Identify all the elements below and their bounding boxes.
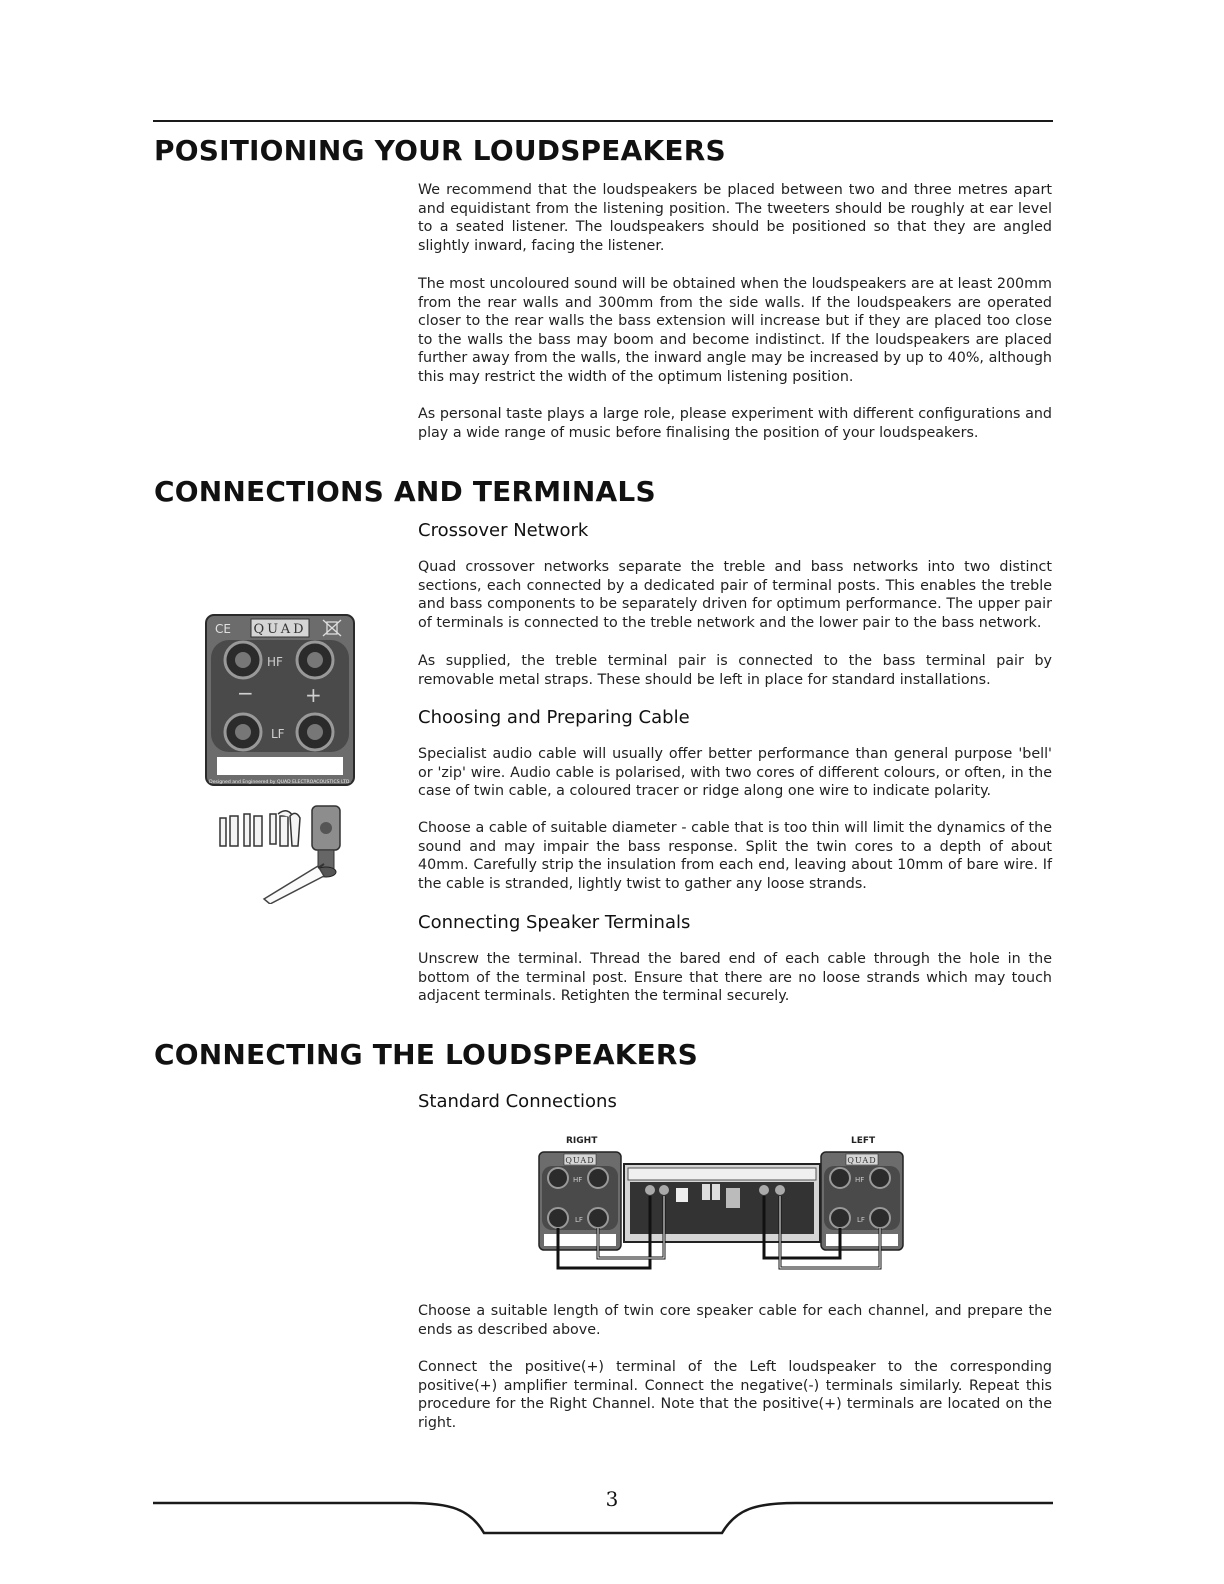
crossover-paragraph: Quad crossover networks separate the treble and bass networks into two distinct sections, each connected by a dedicated pair of terminal posts. This enables the treble and bass components to be separately driven for optimum performance. The upper pair of terminals is connected to the treble network and the lower pair to the bass network. <box>418 559 1052 631</box>
terminals-paragraph: Unscrew the terminal. Thread the bared end of each cable through the hole in the bottom of the terminal post. Ensure that there are no loose strands which may touch adjacent terminals. Retighten the terminal securely. <box>418 951 1052 1005</box>
page-number: 3 <box>605 1487 619 1511</box>
hf-label: HF <box>267 655 283 669</box>
plus-sign: + <box>305 683 322 707</box>
terminal-hf-positive <box>297 642 333 678</box>
section-title-positioning: POSITIONING YOUR LOUDSPEAKERS <box>154 134 726 167</box>
terminal-hf-negative <box>225 642 261 678</box>
terminal-panel-figure <box>205 614 355 786</box>
cable-paragraph: Choose a cable of suitable diameter - cable that is too thin will limit the dynamics of the sound and may impair the bass response. Split the twin cores to a depth of about 40mm. Carefully strip the insulation from each end, leaving about 10mm of bare wire. If the cable is stranded, lightly twist to gather any loose strands. <box>418 820 1052 892</box>
left-speaker-label: LEFT <box>851 1136 876 1146</box>
right-speaker-panel <box>539 1152 621 1250</box>
cable-preparation-figure <box>212 804 372 904</box>
amplifier <box>624 1164 820 1242</box>
terminal-lf-positive <box>297 714 333 750</box>
subheading-cable: Choosing and Preparing Cable <box>418 707 690 728</box>
left-lf-label: LF <box>857 1216 865 1224</box>
crossover-paragraph: As supplied, the treble terminal pair is connected to the bass terminal pair by removable metal straps. These should be left in place for standard installations. <box>418 653 1052 688</box>
top-rule <box>153 120 1053 122</box>
wiring-diagram <box>536 1132 908 1274</box>
right-hf-label: HF <box>573 1176 583 1184</box>
standard-paragraph: Connect the positive(+) terminal of the Left loudspeaker to the corresponding positive(+) amplifier terminal. Connect the negative(-) terminals similarly. Repeat this procedure for the Right Channel. Note that the positive(+) terminals are located on the right. <box>418 1359 1052 1431</box>
brand-logo: QUAD <box>253 622 307 637</box>
section-title-connections: CONNECTIONS AND TERMINALS <box>154 475 656 508</box>
right-speaker-label: RIGHT <box>566 1136 598 1146</box>
ce-mark: CE <box>215 622 231 636</box>
positioning-paragraph: We recommend that the loudspeakers be placed between two and three metres apart and equidistant from the listening position. The tweeters should be roughly at ear level to a seated listener. The loudspeakers should be positioned so that they are angled slightly inward, facing the listener. <box>418 182 1052 254</box>
left-brand: QUAD <box>847 1156 877 1165</box>
right-brand: QUAD <box>565 1156 595 1165</box>
left-hf-label: HF <box>855 1176 865 1184</box>
section-title-connecting: CONNECTING THE LOUDSPEAKERS <box>154 1038 699 1071</box>
terminal-lf-negative <box>225 714 261 750</box>
subheading-standard: Standard Connections <box>418 1091 617 1112</box>
positioning-paragraph: As personal taste plays a large role, please experiment with different configurations and play a wide range of music before finalising the position of your loudspeakers. <box>418 406 1052 441</box>
standard-paragraph: Choose a suitable length of twin core speaker cable for each channel, and prepare the ends as described above. <box>418 1303 1052 1338</box>
positioning-paragraph: The most uncoloured sound will be obtained when the loudspeakers are at least 200mm from the rear walls and 300mm from the side walls. If the loudspeakers are operated closer to the rear walls the bass extension will increase but if they are placed too close to the walls the bass may boom and become indistinct. If the loudspeakers are placed further away from the walls, the inward angle may be increased by up to 40%, although this may restrict the width of the optimum listening position. <box>418 276 1052 385</box>
right-lf-label: LF <box>575 1216 583 1224</box>
subheading-crossover: Crossover Network <box>418 520 589 541</box>
left-speaker-panel <box>821 1152 903 1250</box>
minus-sign: − <box>237 681 254 705</box>
cable-paragraph: Specialist audio cable will usually offer better performance than general purpose 'bell' or 'zip' wire. Audio cable is polarised, with two cores of different colours, or often, in the case of twin cable, a coloured tracer or ridge along one wire to indicate polarity. <box>418 746 1052 800</box>
lf-label: LF <box>271 727 285 741</box>
panel-footer-text: Designed and Engineered by QUAD ELECTROACOUSTICS LTD. <box>209 780 351 785</box>
label-plate <box>217 757 343 775</box>
cable-icon <box>264 864 324 904</box>
subheading-terminals: Connecting Speaker Terminals <box>418 912 691 933</box>
